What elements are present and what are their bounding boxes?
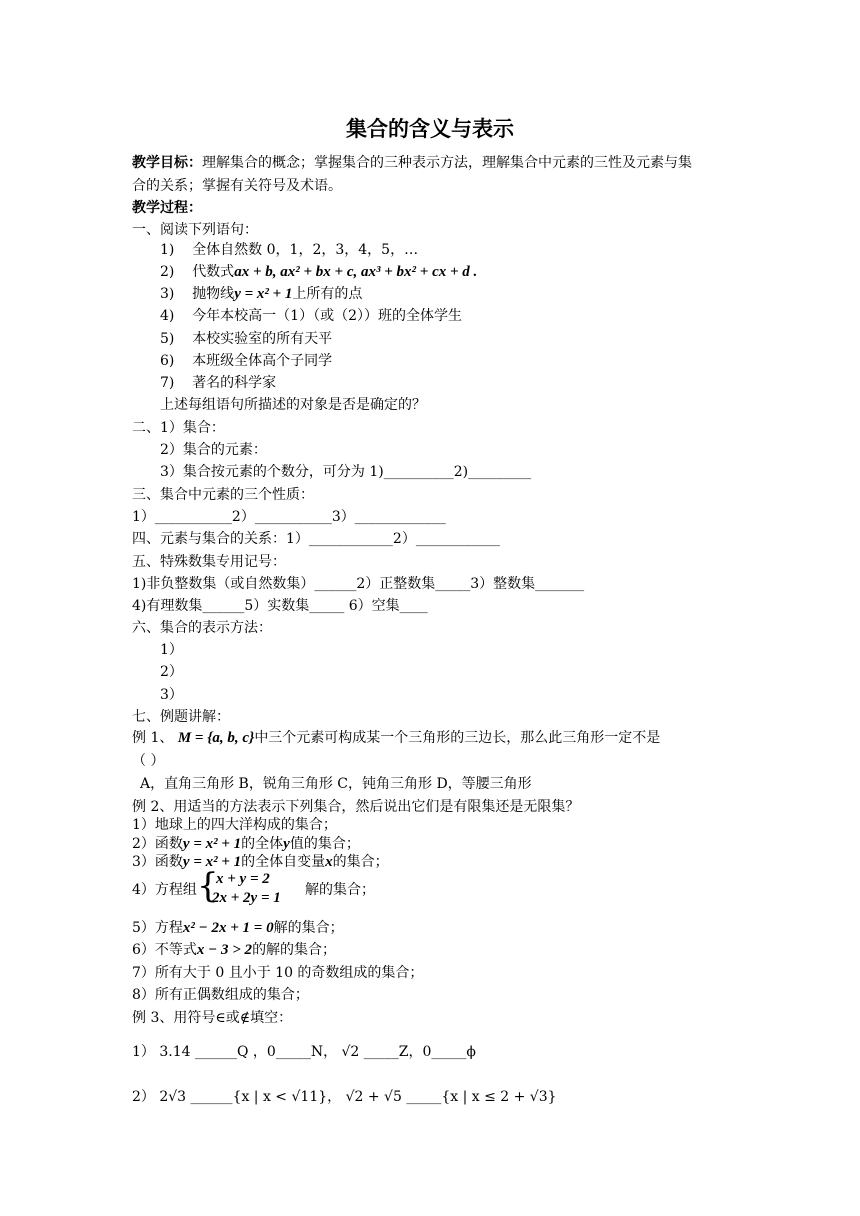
page-title: 集合的含义与表示 bbox=[346, 116, 514, 141]
example-2-item-5 bbox=[132, 918, 344, 938]
example-2-item-4-prefix: 4）方程组 bbox=[132, 882, 197, 898]
item-prefix: 3）函数 bbox=[132, 854, 183, 870]
item-text: 代数式 bbox=[192, 264, 235, 280]
item-math: y = x² + 1 bbox=[182, 854, 242, 870]
s1-item-5 bbox=[160, 329, 332, 349]
s1-question: 上述每组语句所描述的对象是否是确定的？ bbox=[160, 397, 426, 413]
item-prefix: 6）不等式 bbox=[132, 942, 197, 958]
item-text: 本校实验室的所有天平 bbox=[192, 331, 333, 347]
s6-item-1: 1） bbox=[160, 642, 183, 658]
section-4-line: 四、元素与集合的关系：1）____________2）____________ bbox=[132, 531, 500, 547]
item-prefix: 5）方程 bbox=[132, 920, 183, 936]
objectives-text-2: 合的关系；掌握有关符号及术语。 bbox=[132, 178, 342, 194]
example-1-options: A，直角三角形 B，锐角三角形 C，钝角三角形 D，等腰三角形 bbox=[140, 776, 532, 792]
example-1-line bbox=[132, 728, 660, 748]
system-equation-2: 2x + 2y = 1 bbox=[212, 890, 281, 906]
example-3-line-1: 1） 3.14 ______Q ，0_____N， √2 _____Z，0_____ϕ bbox=[132, 1044, 476, 1060]
s6-item-2: 2） bbox=[160, 664, 183, 680]
item-math: y = x² + 1 bbox=[182, 836, 242, 852]
section-3-heading: 三、集合中元素的三个性质： bbox=[132, 487, 314, 503]
s1-item-6 bbox=[160, 351, 332, 371]
item-variable: y bbox=[283, 836, 290, 852]
section-5-line-2: 4)有理数集______5）实数集_____ 6）空集____ bbox=[132, 598, 428, 614]
item-math: y = x² + 1 bbox=[234, 286, 293, 302]
item-suffix: 的解的集合； bbox=[252, 942, 337, 958]
section-6-heading: 六、集合的表示方法： bbox=[132, 620, 272, 636]
section-3-line: 1）___________2）___________3）_____________ bbox=[132, 509, 446, 525]
example-2-item-1: 1）地球上的四大洋构成的集合； bbox=[132, 817, 337, 833]
example-3-line-2: 2） 2√3 ______{x | x < √11}， √2 + √5 _____{x | x ≤ 2 + √3} bbox=[132, 1089, 557, 1105]
item-mid: 的全体 bbox=[241, 836, 284, 852]
section-5-line-1: 1)非负整数集（或自然数集）______2）正整数集_____3）整数集_______ bbox=[132, 576, 585, 592]
item-number: 6) bbox=[160, 353, 175, 369]
example-2-item-2 bbox=[132, 834, 360, 854]
example-2-item-4-suffix: 解的集合； bbox=[305, 882, 375, 898]
example-2-item-3 bbox=[132, 852, 389, 872]
section-5-heading: 五、特殊数集专用记号： bbox=[132, 554, 286, 570]
item-text-after: 上所有的点 bbox=[292, 286, 363, 302]
item-number: 2) bbox=[160, 264, 175, 280]
example-1-math: M = {a, b, c} bbox=[177, 730, 255, 746]
example-2-item-6 bbox=[132, 940, 336, 960]
s1-item-7 bbox=[160, 373, 276, 393]
item-number: 1) bbox=[160, 242, 175, 258]
section-2-line-3: 3）集合按元素的个数分，可分为 1)__________2)_________ bbox=[160, 464, 532, 480]
example-1-label: 例 1、 bbox=[132, 730, 174, 746]
example-1-paren: （ ） bbox=[132, 753, 165, 769]
item-math: x² − 2x + 1 = 0 bbox=[182, 920, 274, 936]
item-number: 4) bbox=[160, 308, 175, 324]
item-number: 5) bbox=[160, 331, 175, 347]
system-brace: { bbox=[197, 866, 219, 906]
item-suffix: 的集合； bbox=[332, 854, 389, 870]
item-text: 全体自然数 0，1，2，3，4，5，… bbox=[192, 242, 419, 258]
objectives-text-1: 理解集合的概念；掌握集合的三种表示方法，理解集合中元素的三性及元素与集 bbox=[202, 155, 692, 171]
item-math: ax + b, ax² + bx + c, ax³ + bx² + cx + d . bbox=[234, 264, 478, 280]
item-text: 今年本校高一（1）（或（2））班的全体学生 bbox=[192, 308, 463, 324]
item-suffix: 解的集合； bbox=[273, 920, 344, 936]
item-mid: 的全体自变量 bbox=[241, 854, 326, 870]
s6-item-3: 3） bbox=[160, 687, 183, 703]
item-suffix: 值的集合； bbox=[289, 836, 360, 852]
example-1-text: 中三个元素可构成某一个三角形的三边长，那么此三角形一定不是 bbox=[254, 730, 661, 746]
s1-item-3 bbox=[160, 284, 362, 304]
item-text: 抛物线 bbox=[192, 286, 235, 302]
system-equation-1: x + y = 2 bbox=[216, 871, 270, 887]
section-1-heading: 一、阅读下列语句： bbox=[132, 222, 258, 238]
example-2-heading: 例 2、用适当的方法表示下列集合，然后说出它们是有限集还是无限集？ bbox=[132, 799, 580, 815]
section-2-line-2: 2）集合的元素： bbox=[160, 442, 267, 458]
example-3-heading: 例 3、用符号∈或∉填空： bbox=[132, 1010, 293, 1026]
example-2-item-8: 8）所有正偶数组成的集合； bbox=[132, 987, 309, 1003]
section-2-line-1: 二、1）集合： bbox=[132, 420, 225, 436]
process-label: 教学过程： bbox=[132, 200, 202, 216]
s1-item-2 bbox=[160, 262, 477, 282]
section-7-heading: 七、例题讲解： bbox=[132, 709, 230, 725]
item-text: 著名的科学家 bbox=[192, 375, 277, 391]
item-number: 3) bbox=[160, 286, 175, 302]
objectives-label: 教学目标： bbox=[132, 155, 202, 171]
item-variable: x bbox=[325, 854, 333, 870]
example-2-item-7: 7）所有大于 0 且小于 10 的奇数组成的集合； bbox=[132, 965, 424, 981]
item-number: 7) bbox=[160, 375, 175, 391]
item-math: x − 3 > 2 bbox=[196, 942, 253, 958]
s1-item-1 bbox=[160, 240, 418, 260]
item-prefix: 2）函数 bbox=[132, 836, 183, 852]
s1-item-4 bbox=[160, 306, 462, 326]
objectives-line-1 bbox=[132, 153, 692, 173]
item-text: 本班级全体高个子同学 bbox=[192, 353, 333, 369]
